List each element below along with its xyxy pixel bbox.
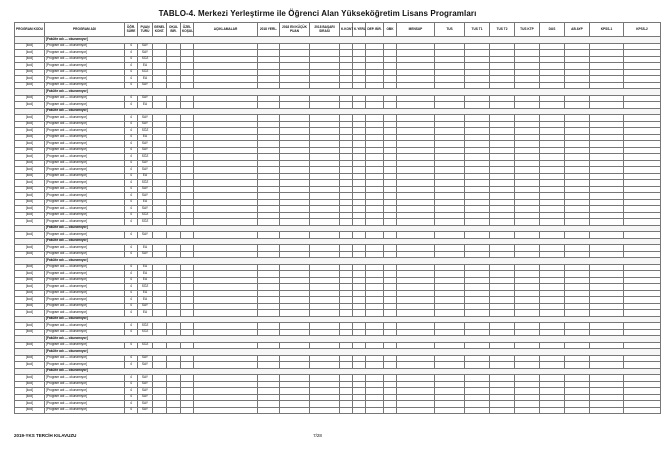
faculty-name: [Fakülte adı — okunamıyor] (45, 336, 661, 343)
column-header: ÖZEL KOŞUL (181, 23, 194, 37)
table-cell: SAY (138, 401, 153, 408)
program-name-cell: [Program adı — okunamıyor] (45, 277, 125, 284)
program-code-cell: [kod] (15, 284, 45, 291)
program-code-cell: [kod] (15, 180, 45, 187)
program-code-cell: [kod] (15, 134, 45, 141)
program-name-cell: [Program adı — okunamıyor] (45, 167, 125, 174)
faculty-name: [Fakülte adı — okunamıyor] (45, 89, 661, 96)
column-header: PUAN TÜRÜ (138, 23, 153, 37)
table-cell: EA (138, 271, 153, 278)
program-code-cell: [kod] (15, 375, 45, 382)
table-cell: 4 (125, 160, 138, 167)
program-name-cell: [Program adı — okunamıyor] (45, 303, 125, 310)
program-code-cell: [kod] (15, 121, 45, 128)
program-code-cell: [kod] (15, 141, 45, 148)
program-name-cell: [Program adı — okunamıyor] (45, 82, 125, 89)
faculty-name: [Fakülte adı — okunamıyor] (45, 225, 661, 232)
table-cell: 4 (125, 245, 138, 252)
program-code-cell: [kod] (15, 232, 45, 239)
table-cell: 4 (125, 251, 138, 258)
program-name-cell: [Program adı — okunamıyor] (45, 180, 125, 187)
table-cell (624, 407, 661, 414)
faculty-name: [Fakülte adı — okunamıyor] (45, 316, 661, 323)
table-cell: SÖZ (138, 342, 153, 349)
program-code-cell: [kod] (15, 95, 45, 102)
program-name-cell: [Program adı — okunamıyor] (45, 199, 125, 206)
program-name-cell: [Program adı — okunamıyor] (45, 63, 125, 70)
column-header: PROGRAM KODU (15, 23, 45, 37)
program-code-cell: [kod] (15, 219, 45, 226)
table-cell: 4 (125, 141, 138, 148)
table-cell: EA (138, 245, 153, 252)
table-cell: EA (138, 173, 153, 180)
table-cell: 4 (125, 303, 138, 310)
table-cell: 4 (125, 56, 138, 63)
program-name-cell: [Program adı — okunamıyor] (45, 362, 125, 369)
program-name-cell: [Program adı — okunamıyor] (45, 141, 125, 148)
faculty-name: [Fakülte adı — okunamıyor] (45, 108, 661, 115)
table-cell: 4 (125, 173, 138, 180)
program-name-cell: [Program adı — okunamıyor] (45, 284, 125, 291)
table-cell: EA (138, 310, 153, 317)
table-cell: 4 (125, 121, 138, 128)
program-code-cell: [kod] (15, 401, 45, 408)
program-code-cell: [kod] (15, 362, 45, 369)
program-name-cell: [Program adı — okunamıyor] (45, 212, 125, 219)
program-code-cell: [kod] (15, 167, 45, 174)
table-cell: SAY (138, 82, 153, 89)
table-cell: SÖZ (138, 323, 153, 330)
program-code-cell: [kod] (15, 186, 45, 193)
table-cell: EA (138, 277, 153, 284)
program-code-cell: [kod] (15, 381, 45, 388)
column-header: PROGRAM ADI (45, 23, 125, 37)
table-cell: EA (138, 76, 153, 83)
column-header: GENEL KONT. (153, 23, 167, 37)
program-code-cell: [kod] (15, 76, 45, 83)
program-code-cell: [kod] (15, 323, 45, 330)
table-cell: 4 (125, 264, 138, 271)
program-name-cell: [Program adı — okunamıyor] (45, 342, 125, 349)
table-cell: 4 (125, 134, 138, 141)
column-header: DEP. BİR. (366, 23, 384, 37)
program-name-cell: [Program adı — okunamıyor] (45, 388, 125, 395)
table-cell: 4 (125, 329, 138, 336)
column-header: 2018 YERL. (258, 23, 280, 37)
table-cell: 4 (125, 271, 138, 278)
table-cell: SAY (138, 394, 153, 401)
table-cell: SÖZ (138, 56, 153, 63)
table-cell (167, 407, 181, 414)
column-header: KPSS-2 (624, 23, 661, 37)
program-name-cell: [Program adı — okunamıyor] (45, 219, 125, 226)
table-cell: SAY (138, 206, 153, 213)
table-cell (435, 407, 465, 414)
column-header: OBK (384, 23, 397, 37)
program-name-cell: [Program adı — okunamıyor] (45, 290, 125, 297)
table-row (15, 407, 661, 414)
table-cell: 4 (125, 102, 138, 109)
table-cell: 4 (125, 115, 138, 122)
program-code-cell: [kod] (15, 43, 45, 50)
program-code-cell: [kod] (15, 277, 45, 284)
program-code-cell: [kod] (15, 342, 45, 349)
program-name-cell: [Program adı — okunamıyor] (45, 56, 125, 63)
column-header: K.YERL (353, 23, 366, 37)
table-cell (490, 407, 515, 414)
table-cell: 4 (125, 310, 138, 317)
program-code-cell: [kod] (15, 310, 45, 317)
column-header: OKUL BİR. (167, 23, 181, 37)
table-cell (153, 407, 167, 414)
program-code-cell: [kod] (15, 128, 45, 135)
table-cell: SÖZ (138, 212, 153, 219)
table-cell (194, 407, 258, 414)
table-cell: SÖZ (138, 180, 153, 187)
program-name-cell: [Program adı — okunamıyor] (45, 102, 125, 109)
program-name-cell: [Program adı — okunamıyor] (45, 394, 125, 401)
table-cell: 4 (125, 50, 138, 57)
table-cell (384, 407, 397, 414)
programs-table (14, 22, 661, 414)
table-cell (397, 407, 435, 414)
table-cell: SÖZ (138, 329, 153, 336)
table-cell: SAY (138, 303, 153, 310)
table-cell (280, 407, 310, 414)
program-name-cell: [Program adı — okunamıyor] (45, 232, 125, 239)
program-name-cell: [Program adı — okunamıyor] (45, 69, 125, 76)
program-name-cell: [Program adı — okunamıyor] (45, 329, 125, 336)
table-cell: EA (138, 297, 153, 304)
table-cell: SAY (138, 141, 153, 148)
table-cell: 4 (125, 43, 138, 50)
program-code-cell: [kod] (15, 355, 45, 362)
program-code-cell: [kod] (15, 115, 45, 122)
table-cell: 4 (125, 167, 138, 174)
program-code-cell: [kod] (15, 329, 45, 336)
page-number: 7/28 (313, 433, 322, 438)
column-header: ÖĞR. SÜRE (125, 23, 138, 37)
table-cell: SAY (138, 95, 153, 102)
table-cell: 4 (125, 362, 138, 369)
program-name-cell: [Program adı — okunamıyor] (45, 50, 125, 57)
table-cell: SAY (138, 147, 153, 154)
column-header: AÇIKLAMALAR (194, 23, 258, 37)
program-code-cell: [kod] (15, 212, 45, 219)
program-name-cell: [Program adı — okunamıyor] (45, 121, 125, 128)
table-cell: 4 (125, 355, 138, 362)
program-name-cell: [Program adı — okunamıyor] (45, 115, 125, 122)
table-cell (353, 407, 366, 414)
table-cell: 4 (125, 199, 138, 206)
table-cell: 4 (125, 394, 138, 401)
program-code-cell: [kod] (15, 69, 45, 76)
table-cell: 4 (125, 69, 138, 76)
table-cell: 4 (125, 219, 138, 226)
program-name-cell: [Program adı — okunamıyor] (45, 401, 125, 408)
program-code-cell: [kod] (15, 394, 45, 401)
table-cell: SÖZ (138, 284, 153, 291)
table-cell: 4 (125, 212, 138, 219)
table-cell: 4 (125, 95, 138, 102)
program-code-cell: [kod] (15, 271, 45, 278)
program-name-cell: [Program adı — okunamıyor] (45, 134, 125, 141)
column-header: TUS T2 (490, 23, 515, 37)
table-cell (540, 407, 565, 414)
table-cell: 4 (125, 284, 138, 291)
table-cell: SÖZ (138, 69, 153, 76)
program-code-cell: [kod] (15, 251, 45, 258)
column-header: 2018 BAŞARI SIRASI (310, 23, 340, 37)
table-cell: EA (138, 134, 153, 141)
table-cell: SÖZ (138, 154, 153, 161)
program-name-cell: [Program adı — okunamıyor] (45, 264, 125, 271)
program-name-cell: [Program adı — okunamıyor] (45, 43, 125, 50)
table-cell (465, 407, 490, 414)
table-cell: 4 (125, 76, 138, 83)
column-header: K.KONT (340, 23, 353, 37)
faculty-name: [Fakülte adı — okunamıyor] (45, 258, 661, 265)
column-header: DUS (540, 23, 565, 37)
table-cell: SAY (138, 43, 153, 50)
program-code-cell: [kod] (15, 290, 45, 297)
program-name-cell: [Program adı — okunamıyor] (45, 186, 125, 193)
table-cell: SAY (138, 232, 153, 239)
faculty-name: [Fakülte adı — okunamıyor] (45, 238, 661, 245)
program-name-cell: [Program adı — okunamıyor] (45, 173, 125, 180)
program-name-cell: [Program adı — okunamıyor] (45, 271, 125, 278)
table-cell: EA (138, 102, 153, 109)
program-code-cell: [kod] (15, 193, 45, 200)
faculty-name: [Fakülte adı — okunamıyor] (45, 368, 661, 375)
table-cell: 4 (125, 401, 138, 408)
table-cell (340, 407, 353, 414)
table-cell: 4 (125, 297, 138, 304)
table-cell: SAY (138, 251, 153, 258)
program-code-cell: [kod] (15, 147, 45, 154)
program-name-cell: [Program adı — okunamıyor] (45, 251, 125, 258)
faculty-name: [Fakülte adı — okunamıyor] (45, 37, 661, 44)
table-cell: EA (138, 63, 153, 70)
table-cell: 4 (125, 186, 138, 193)
program-name-cell: [Program adı — okunamıyor] (45, 206, 125, 213)
table-cell: SAY (138, 115, 153, 122)
program-name-cell: [Program adı — okunamıyor] (45, 193, 125, 200)
table-cell: SAY (138, 362, 153, 369)
table-cell: 4 (125, 180, 138, 187)
table-cell: 4 (125, 82, 138, 89)
table-cell: 4 (125, 154, 138, 161)
table-cell: 4 (125, 342, 138, 349)
footer-guide-title: 2019-YKS TERCİH KILAVUZU (14, 433, 77, 438)
program-code-cell: [kod] (15, 160, 45, 167)
program-code-cell: [kod] (15, 264, 45, 271)
program-name-cell: [Program adı — okunamıyor] (45, 76, 125, 83)
program-name-cell: [Program adı — okunamıyor] (45, 95, 125, 102)
program-code-cell: [kod] (15, 297, 45, 304)
program-code-cell: [kod] (15, 82, 45, 89)
program-name-cell: [Program adı — okunamıyor] (45, 245, 125, 252)
program-name-cell: [Program adı — okunamıyor] (45, 297, 125, 304)
table-cell: 4 (125, 147, 138, 154)
table-cell: 4 (125, 375, 138, 382)
program-name-cell: [Program adı — okunamıyor] (45, 323, 125, 330)
table-cell (590, 407, 624, 414)
table-cell: SAY (138, 355, 153, 362)
column-header: TUS KTP (515, 23, 540, 37)
table-cell: SAY (138, 381, 153, 388)
program-name-cell: [Program adı — okunamıyor] (45, 381, 125, 388)
table-cell (181, 407, 194, 414)
program-name-cell: [Program adı — okunamıyor] (45, 147, 125, 154)
table-cell (258, 407, 280, 414)
programs-table-container (14, 22, 648, 428)
faculty-name: [Fakülte adı — okunamıyor] (45, 349, 661, 356)
table-cell: SAY (138, 186, 153, 193)
program-code-cell: [kod] (15, 407, 45, 414)
table-cell: 4 (125, 407, 138, 414)
table-cell: EA (138, 290, 153, 297)
column-header: TUS T1 (465, 23, 490, 37)
table-cell: SAY (138, 160, 153, 167)
table-cell: SÖZ (138, 128, 153, 135)
table-cell: SAY (138, 121, 153, 128)
table-cell: SAY (138, 407, 153, 414)
column-header: KPSS-1 (590, 23, 624, 37)
column-header: AB AYP (565, 23, 590, 37)
table-cell: EA (138, 199, 153, 206)
table-cell: SAY (138, 167, 153, 174)
table-cell: 4 (125, 206, 138, 213)
program-name-cell: [Program adı — okunamıyor] (45, 375, 125, 382)
table-cell (565, 407, 590, 414)
program-code-cell: [kod] (15, 199, 45, 206)
table-cell (515, 407, 540, 414)
program-code-cell: [kod] (15, 50, 45, 57)
program-code-cell: [kod] (15, 206, 45, 213)
program-name-cell: [Program adı — okunamıyor] (45, 355, 125, 362)
program-code-cell: [kod] (15, 173, 45, 180)
table-cell: 4 (125, 232, 138, 239)
program-code-cell: [kod] (15, 303, 45, 310)
program-code-cell: [kod] (15, 245, 45, 252)
program-name-cell: [Program adı — okunamıyor] (45, 407, 125, 414)
table-cell: SAY (138, 388, 153, 395)
program-code-cell: [kod] (15, 56, 45, 63)
table-cell: 4 (125, 388, 138, 395)
column-header: 2018 EN KÜÇÜK PUAN (280, 23, 310, 37)
program-name-cell: [Program adı — okunamıyor] (45, 310, 125, 317)
table-header-row (15, 23, 661, 37)
table-cell: 4 (125, 323, 138, 330)
table-cell: EA (138, 264, 153, 271)
table-cell (366, 407, 384, 414)
table-cell: SAY (138, 193, 153, 200)
program-name-cell: [Program adı — okunamıyor] (45, 128, 125, 135)
table-cell: SAY (138, 50, 153, 57)
table-cell: 4 (125, 128, 138, 135)
table-cell: 4 (125, 381, 138, 388)
program-code-cell: [kod] (15, 63, 45, 70)
page-title: TABLO-4. Merkezi Yerleştirme ile Öğrenci Alan Yükseköğretim Lisans Programları (158, 9, 477, 18)
table-cell: 4 (125, 193, 138, 200)
table-cell (310, 407, 340, 414)
program-name-cell: [Program adı — okunamıyor] (45, 160, 125, 167)
program-code-cell: [kod] (15, 154, 45, 161)
table-cell: 4 (125, 277, 138, 284)
table-cell: SÖZ (138, 219, 153, 226)
column-header: MENSUP (397, 23, 435, 37)
table-cell: 4 (125, 63, 138, 70)
table-cell: 4 (125, 290, 138, 297)
program-code-cell: [kod] (15, 388, 45, 395)
table-cell: SAY (138, 375, 153, 382)
program-name-cell: [Program adı — okunamıyor] (45, 154, 125, 161)
column-header: TUS (435, 23, 465, 37)
table-body (15, 37, 661, 414)
program-code-cell: [kod] (15, 102, 45, 109)
